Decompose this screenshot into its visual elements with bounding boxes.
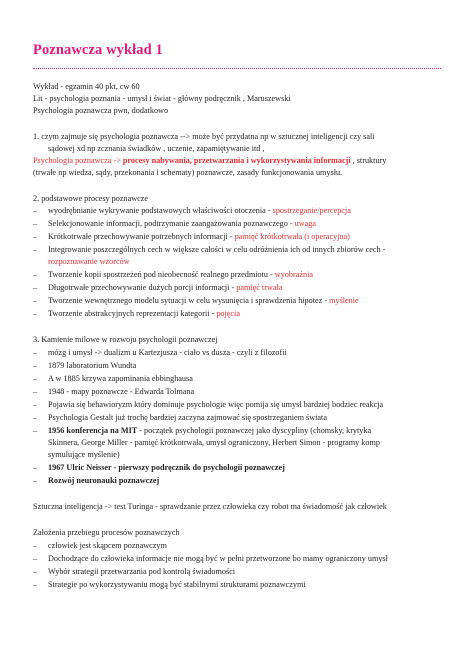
page-title: Poznawcza wykład 1 bbox=[33, 42, 163, 58]
intro-line-3: Psychologia poznawcza pwn, dodatkowo bbox=[33, 106, 169, 115]
section1-line-1: 1. czym zajmuje się psychologia poznawcza --> może być przydatna np w sztucznej inteligencji czy sali bbox=[33, 132, 375, 141]
list-item: Integrowanie poszczególnych cech w większe całości w celu odróżnienia ich od innych zbiorów cech - bbox=[48, 245, 386, 254]
bullet-dash: – bbox=[33, 541, 38, 550]
list-item: A w 1885 krzywa zapominania ebbinghausa bbox=[48, 374, 193, 383]
title-divider bbox=[33, 68, 441, 69]
bullet-dash: – bbox=[33, 387, 38, 396]
intro-line-1: Wykład - egzamin 40 pkt, cw 60 bbox=[33, 82, 140, 91]
section4-heading: Założenia przebiegu procesów poznawczych bbox=[33, 528, 180, 537]
list-item: Krótkotrwałe przechowywanie potrzebnych informacji - pamięć krótkotrwała (i operacyjna) bbox=[48, 232, 350, 241]
list-item: 1948 - mapy poznawcze - Edwarda Tolmana bbox=[48, 387, 195, 396]
bullet-dash: – bbox=[33, 400, 38, 409]
list-item: Tworzenie wewnętrznego modelu sytuacji w celu wysunięcia i sprawdzenia hipotez - myślenie bbox=[48, 296, 359, 305]
definition-structures: , struktury bbox=[350, 156, 387, 165]
list-item: Psychologia Gestalt już trochę bardziej zaczyna zajmować się spostrzeganiem świata bbox=[48, 413, 327, 422]
definition-processes: procesy nabywania, przetwarzania i wykorzystywania bbox=[122, 156, 314, 165]
list-item: Tworzenie kopii spostrzeżeń pod nieobecność realnego przedmiotu - wyobraźnia bbox=[48, 270, 313, 279]
bullet-dash: – bbox=[33, 309, 38, 318]
bullet-dash: – bbox=[33, 426, 38, 435]
bullet-dash: – bbox=[33, 374, 38, 383]
definition-term: Psychologia poznawcza -> bbox=[33, 156, 123, 165]
list-item: Długotrwałe przechowywanie dużych porcji informacji - pamięć trwała bbox=[48, 283, 283, 292]
list-item: Rozwój neuronauki poznawczej bbox=[48, 476, 160, 485]
list-item: 1967 Ulric Neisser - pierwszy podręcznik do psychologii poznawczej bbox=[48, 463, 285, 472]
section2-heading: 2. podstawowe procesy poznawcze bbox=[33, 194, 149, 203]
list-item: 1956 konferencja na MIT - początek psychologii poznawczej jako dyscypliny (chomsky, krytyka bbox=[48, 426, 372, 435]
bullet-dash: – bbox=[33, 567, 38, 576]
list-item: człowiek jest skąpcem poznawczym bbox=[48, 541, 167, 550]
list-item: Strategie po wykorzystywaniu mogą być stabilnymi strukturami poznawczymi bbox=[48, 580, 306, 589]
section3-heading: 3. Kamienie milowe w rozwoju psychologii poznawczej bbox=[33, 335, 218, 344]
list-item-continued: rozpoznawanie wzorców bbox=[48, 257, 130, 266]
bullet-dash: – bbox=[33, 296, 38, 305]
bullet-dash: – bbox=[33, 283, 38, 292]
list-item-continued: symulujące myślenie) bbox=[48, 450, 120, 459]
list-item: Wybór strategii przetwarzania pod kontrolą świadomości bbox=[48, 567, 236, 576]
list-item: Tworzenie abstrakcyjnych reprezentacji kategorii - pojęcia bbox=[48, 309, 240, 318]
list-item: 1879 laboratorium Wundta bbox=[48, 361, 137, 370]
intro-line-2: Lit - psychologia poznania - umysł i świat - główny podręcznik , Maruszewski bbox=[33, 94, 291, 103]
list-item: wyodrębnianie wykrywanie podstawowych właściwości otoczenia - spostrzeganie/percepcja bbox=[48, 206, 351, 215]
bullet-dash: – bbox=[33, 232, 38, 241]
bullet-dash: – bbox=[33, 270, 38, 279]
list-item: Pojawia się behawioryzm który dominuje psychologie więc pomija się umysł bardziej bodziec reakcja bbox=[48, 400, 384, 409]
bullet-dash: – bbox=[33, 463, 38, 472]
list-item: Dochodzące do człowieka informacje nie mogą być w pełni przetworzone bo mamy ograniczony umysł bbox=[48, 554, 388, 563]
list-item: Selekcjonowanie informacji, podtrzymanie zaangażowania poznawczego - uwaga bbox=[48, 219, 317, 228]
bullet-dash: – bbox=[33, 413, 38, 422]
bullet-dash: – bbox=[33, 554, 38, 563]
ai-paragraph: Sztuczna inteligencja -> test Turinga - sprawdzanie przez człowieka czy robot ma świadomość jak człowiek bbox=[33, 502, 387, 511]
bullet-dash: – bbox=[33, 580, 38, 589]
list-item-continued: Skinnera, George Miller - pamięć krótkotrwała, umysł ograniczony, Herbert Simon - programy komp bbox=[48, 438, 380, 447]
bullet-dash: – bbox=[33, 206, 38, 215]
list-item: mózg i umysł -> dualizm u Kartezjusza - ciało vs dusza - czyli z filozofii bbox=[48, 348, 287, 357]
section1-line-3 bbox=[33, 156, 386, 166]
section1-line-2: sądowej xd np zcznania świadków , uczenie, zapamiętywanie itd , bbox=[48, 144, 265, 153]
bullet-dash: – bbox=[33, 348, 38, 357]
section1-line-4: (trwałe np wiedza, sądy, przekonania i schematy) poznawcze, zasady funkcjonowania umysłu. bbox=[33, 168, 343, 177]
definition-information: informacji bbox=[313, 156, 351, 165]
bullet-dash: – bbox=[33, 219, 38, 228]
bullet-dash: – bbox=[33, 476, 38, 485]
bullet-dash: – bbox=[33, 245, 38, 254]
bullet-dash: – bbox=[33, 361, 38, 370]
